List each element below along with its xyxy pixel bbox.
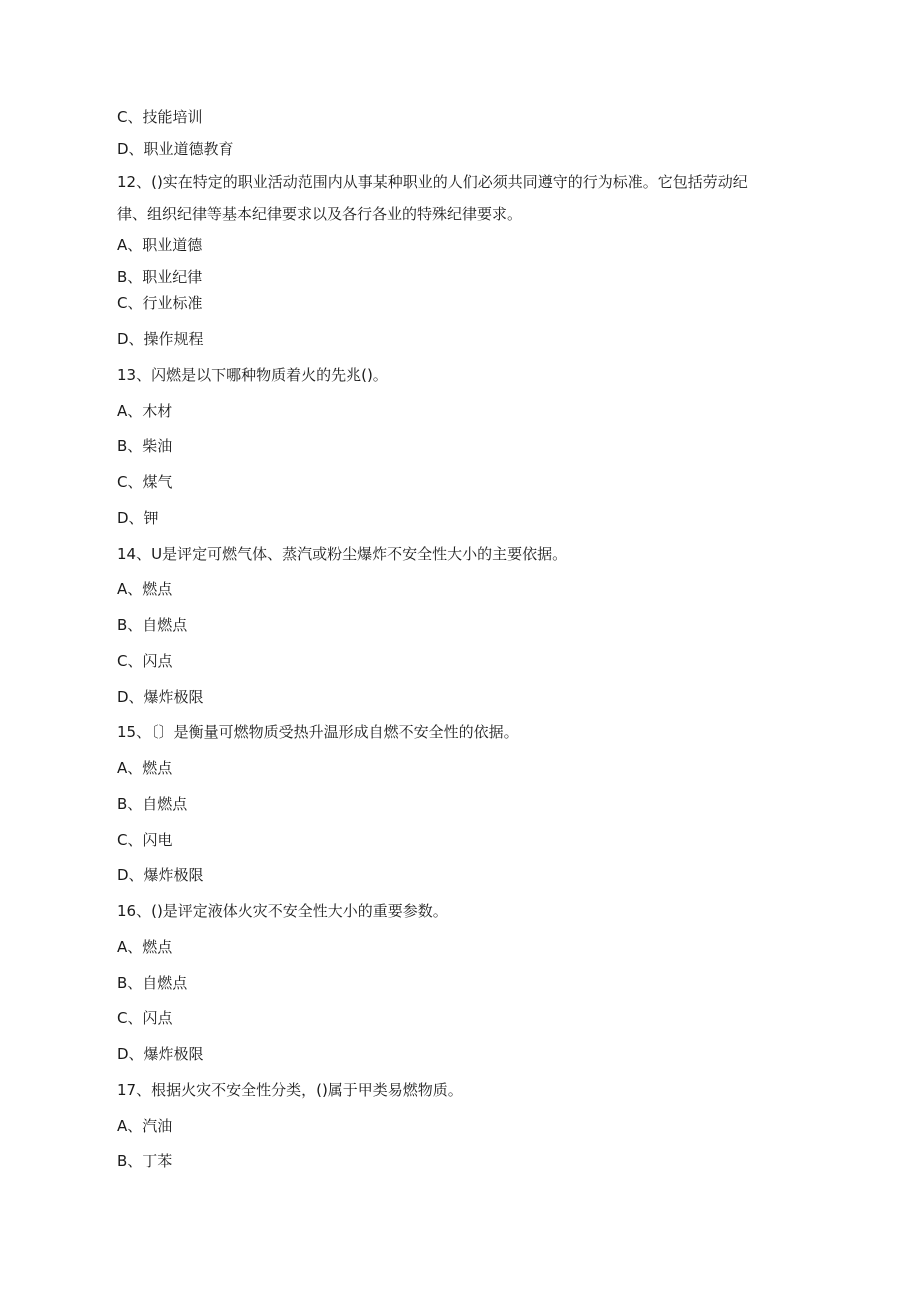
option-b: B、丁苯: [117, 1152, 173, 1170]
option-d: D、钾: [117, 509, 159, 527]
option-c: C、闪电: [117, 831, 173, 849]
option-c: C、闪点: [117, 1009, 173, 1027]
question-stem: 14、U是评定可燃气体、蒸汽或粉尘爆炸不安全性大小的主要依据。: [117, 545, 568, 563]
option-a: A、燃点: [117, 580, 173, 598]
option-a: A、燃点: [117, 938, 173, 956]
option-c: C、闪点: [117, 652, 173, 670]
option-b: B、自燃点: [117, 616, 188, 634]
question-stem: 13、闪燃是以下哪种物质着火的先兆()。: [117, 366, 388, 384]
option-d: D、爆炸极限: [117, 688, 204, 706]
option-a: A、职业道德: [117, 236, 203, 254]
option-a: A、燃点: [117, 759, 173, 777]
option-d: D、爆炸极限: [117, 866, 204, 884]
option-c: C、技能培训: [117, 108, 203, 126]
question-stem-continued: 律、组织纪律等基本纪律要求以及各行各业的特殊纪律要求。: [117, 205, 523, 223]
option-a: A、汽油: [117, 1117, 173, 1135]
option-b: B、自燃点: [117, 974, 188, 992]
option-c: C、煤气: [117, 473, 173, 491]
option-a: A、木材: [117, 402, 173, 420]
option-d: D、操作规程: [117, 330, 204, 348]
question-stem: 15、〔〕是衡量可燃物质受热升温形成自燃不安全性的依据。: [117, 723, 519, 741]
option-d: D、爆炸极限: [117, 1045, 204, 1063]
question-stem: 17、根据火灾不安全性分类，()属于甲类易燃物质。: [117, 1081, 463, 1099]
option-d: D、职业道德教育: [117, 140, 234, 158]
option-b: B、职业纪律: [117, 268, 203, 286]
question-stem: 16、()是评定液体火灾不安全性大小的重要参数。: [117, 902, 448, 920]
question-stem: 12、()实在特定的职业活动范围内从事某种职业的人们必须共同遵守的行为标准。它包括劳动纪: [117, 173, 748, 191]
option-b: B、自燃点: [117, 795, 188, 813]
option-b: B、柴油: [117, 437, 173, 455]
option-c: C、行业标准: [117, 294, 203, 312]
